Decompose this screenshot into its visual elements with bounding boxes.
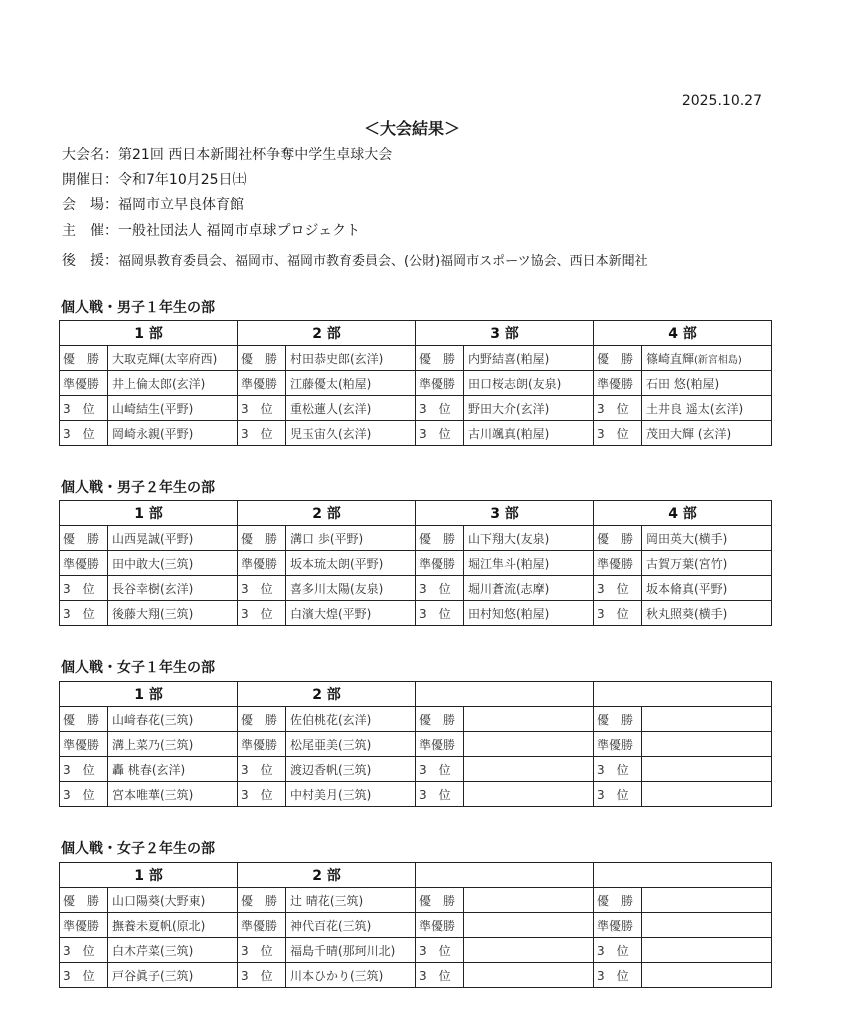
rank-label: 3 位 <box>60 938 108 963</box>
rank-label: 準優勝 <box>594 913 642 938</box>
table-row <box>60 732 772 757</box>
rank-label: 準優勝 <box>238 371 286 396</box>
table-row <box>60 782 772 807</box>
player-name: 土井良 遥太(玄洋) <box>642 396 772 421</box>
player-name: 田村知悠(粕屋) <box>464 601 594 626</box>
division-header-row <box>60 501 772 526</box>
player-name <box>464 913 594 938</box>
rank-label: 優 勝 <box>416 888 464 913</box>
rank-label: 3 位 <box>416 421 464 446</box>
table-row <box>60 913 772 938</box>
player-name: 古賀万葉(宮竹) <box>642 551 772 576</box>
rank-label: 優 勝 <box>238 526 286 551</box>
rank-label: 準優勝 <box>238 551 286 576</box>
rank-label: 3 位 <box>238 601 286 626</box>
info-label: 大会名： <box>62 147 118 163</box>
rank-label: 3 位 <box>238 782 286 807</box>
player-name: 岡田英大(横手) <box>642 526 772 551</box>
school-suffix: (新宮相島) <box>694 354 742 366</box>
info-sponsors <box>62 250 648 270</box>
rank-label: 優 勝 <box>594 707 642 732</box>
rank-label: 3 位 <box>60 576 108 601</box>
rank-label: 3 位 <box>416 601 464 626</box>
info-label: 会 場： <box>62 197 118 213</box>
rank-label: 3 位 <box>594 757 642 782</box>
player-name: 溝上菜乃(三筑) <box>108 732 238 757</box>
rank-label: 優 勝 <box>238 888 286 913</box>
division-header-row <box>60 321 772 346</box>
player-name: 福島千晴(那珂川北) <box>286 938 416 963</box>
table-row <box>60 757 772 782</box>
rank-label: 優 勝 <box>594 346 642 371</box>
rank-label: 3 位 <box>416 963 464 988</box>
table-row <box>60 346 772 371</box>
rank-label: 準優勝 <box>238 732 286 757</box>
table-row <box>60 396 772 421</box>
rank-label: 準優勝 <box>60 371 108 396</box>
player-name <box>642 782 772 807</box>
division-header <box>594 863 772 888</box>
rank-label: 3 位 <box>416 757 464 782</box>
section-title: 個人戦・男子２年生の部 <box>61 480 215 496</box>
player-name: 井上倫太郎(玄洋) <box>108 371 238 396</box>
player-name: 中村美月(三筑) <box>286 782 416 807</box>
results-table <box>59 320 772 446</box>
rank-label: 3 位 <box>60 601 108 626</box>
player-name: 山崎結生(平野) <box>108 396 238 421</box>
division-header <box>594 682 772 707</box>
player-name: 大取克輝(太宰府西) <box>108 346 238 371</box>
rank-label: 3 位 <box>594 396 642 421</box>
player-name: 戸谷眞子(三筑) <box>108 963 238 988</box>
table-row <box>60 938 772 963</box>
info-value: 福岡県教育委員会、福岡市、福岡市教育委員会、(公財)福岡市スポーツ協会、西日本新聞社 <box>118 254 648 269</box>
rank-label: 3 位 <box>60 757 108 782</box>
player-name: 村田恭史郎(玄洋) <box>286 346 416 371</box>
division-header-row <box>60 863 772 888</box>
player-name: 溝口 歩(平野) <box>286 526 416 551</box>
rank-label: 優 勝 <box>238 707 286 732</box>
player-name <box>464 757 594 782</box>
player-name: 白濱大煌(平野) <box>286 601 416 626</box>
player-name <box>642 732 772 757</box>
rank-label: 3 位 <box>594 576 642 601</box>
player-name: 宮本唯華(三筑) <box>108 782 238 807</box>
player-name <box>464 707 594 732</box>
player-name: 轟 桃春(玄洋) <box>108 757 238 782</box>
info-label: 主 催： <box>62 223 118 239</box>
rank-label: 3 位 <box>60 396 108 421</box>
player-name: 佐伯桃花(玄洋) <box>286 707 416 732</box>
player-name: 後藤大翔(三筑) <box>108 601 238 626</box>
info-organizer <box>62 220 360 240</box>
player-name: 篠崎直輝(新宮相島) <box>642 346 772 371</box>
player-name: 山口陽葵(大野東) <box>108 888 238 913</box>
player-name: 白木芹菜(三筑) <box>108 938 238 963</box>
player-name: 松尾亜美(三筑) <box>286 732 416 757</box>
rank-label: 3 位 <box>416 396 464 421</box>
player-name: 堀江隼斗(粕屋) <box>464 551 594 576</box>
player-name: 山﨑春花(三筑) <box>108 707 238 732</box>
rank-label: 3 位 <box>416 782 464 807</box>
division-header: 2 部 <box>238 501 416 526</box>
player-name: 撫養未夏帆(原北) <box>108 913 238 938</box>
rank-label: 3 位 <box>416 576 464 601</box>
table-row <box>60 963 772 988</box>
table-row <box>60 601 772 626</box>
rank-label: 優 勝 <box>594 526 642 551</box>
player-name: 坂本琉太朗(平野) <box>286 551 416 576</box>
document-date: 2025.10.27 <box>681 93 762 109</box>
player-name: 長谷幸樹(玄洋) <box>108 576 238 601</box>
rank-label: 3 位 <box>238 963 286 988</box>
rank-label: 準優勝 <box>416 913 464 938</box>
section-title: 個人戦・女子２年生の部 <box>61 841 215 857</box>
player-name: 山西晃誠(平野) <box>108 526 238 551</box>
table-row <box>60 421 772 446</box>
player-name <box>642 938 772 963</box>
player-name: 川本ひかり(三筑) <box>286 963 416 988</box>
rank-label: 優 勝 <box>416 707 464 732</box>
division-header: 1 部 <box>60 682 238 707</box>
info-tournament-name <box>62 144 392 164</box>
player-name: 秋丸照葵(横手) <box>642 601 772 626</box>
results-table <box>59 500 772 626</box>
player-name: 内野結喜(粕屋) <box>464 346 594 371</box>
rank-label: 優 勝 <box>238 346 286 371</box>
info-value: 福岡市立早良体育館 <box>118 197 244 213</box>
rank-label: 準優勝 <box>594 551 642 576</box>
player-name: 喜多川太陽(友泉) <box>286 576 416 601</box>
rank-label: 優 勝 <box>594 888 642 913</box>
player-name: 児玉宙久(玄洋) <box>286 421 416 446</box>
rank-label: 3 位 <box>238 396 286 421</box>
player-name <box>464 963 594 988</box>
player-name: 茂田大輝 (玄洋) <box>642 421 772 446</box>
rank-label: 準優勝 <box>416 551 464 576</box>
player-name: 岡崎永親(平野) <box>108 421 238 446</box>
info-date <box>62 169 247 189</box>
player-name <box>642 963 772 988</box>
table-row <box>60 371 772 396</box>
division-header: 4 部 <box>594 321 772 346</box>
player-name: 渡辺香帆(三筑) <box>286 757 416 782</box>
player-name: 重松蓮人(玄洋) <box>286 396 416 421</box>
rank-label: 優 勝 <box>416 526 464 551</box>
rank-label: 3 位 <box>238 421 286 446</box>
player-name: 江藤優太(粕屋) <box>286 371 416 396</box>
rank-label: 3 位 <box>594 963 642 988</box>
division-header: 2 部 <box>238 863 416 888</box>
player-name: 石田 悠(粕屋) <box>642 371 772 396</box>
rank-label: 準優勝 <box>60 551 108 576</box>
player-name: 坂本脩真(平野) <box>642 576 772 601</box>
rank-label: 3 位 <box>60 963 108 988</box>
player-name: 古川颯真(粕屋) <box>464 421 594 446</box>
player-name <box>464 732 594 757</box>
division-header: 3 部 <box>416 321 594 346</box>
rank-label: 3 位 <box>594 782 642 807</box>
section-title: 個人戦・女子１年生の部 <box>61 660 215 676</box>
table-row <box>60 551 772 576</box>
player-name <box>464 782 594 807</box>
info-venue <box>62 194 244 214</box>
rank-label: 3 位 <box>238 576 286 601</box>
rank-label: 優 勝 <box>60 526 108 551</box>
table-row <box>60 707 772 732</box>
player-name <box>464 888 594 913</box>
rank-label: 3 位 <box>60 421 108 446</box>
rank-label: 準優勝 <box>416 732 464 757</box>
player-name: 田口桜志朗(友泉) <box>464 371 594 396</box>
rank-label: 優 勝 <box>416 346 464 371</box>
division-header: 1 部 <box>60 321 238 346</box>
division-header: 2 部 <box>238 682 416 707</box>
rank-label: 優 勝 <box>60 707 108 732</box>
info-value: 第21回 西日本新聞社杯争奪中学生卓球大会 <box>118 147 393 163</box>
player-name: 野田大介(玄洋) <box>464 396 594 421</box>
player-name <box>642 707 772 732</box>
table-row <box>60 576 772 601</box>
info-value: 令和7年10月25日㈯ <box>118 172 247 188</box>
rank-label: 3 位 <box>416 938 464 963</box>
division-header: 1 部 <box>60 501 238 526</box>
player-name <box>642 888 772 913</box>
player-name <box>642 757 772 782</box>
info-label: 開催日： <box>62 172 118 188</box>
rank-label: 3 位 <box>238 938 286 963</box>
info-value: 一般社団法人 福岡市卓球プロジェクト <box>118 223 361 239</box>
division-header <box>416 682 594 707</box>
rank-label: 3 位 <box>60 782 108 807</box>
rank-label: 準優勝 <box>60 732 108 757</box>
rank-label: 準優勝 <box>238 913 286 938</box>
rank-label: 優 勝 <box>60 888 108 913</box>
player-name: 田中敢大(三筑) <box>108 551 238 576</box>
rank-label: 3 位 <box>594 938 642 963</box>
division-header: 1 部 <box>60 863 238 888</box>
player-name: 辻 晴花(三筑) <box>286 888 416 913</box>
rank-label: 準優勝 <box>594 732 642 757</box>
division-header: 3 部 <box>416 501 594 526</box>
player-name: 堀川蒼流(志摩) <box>464 576 594 601</box>
section-title: 個人戦・男子１年生の部 <box>61 300 215 316</box>
table-row <box>60 526 772 551</box>
table-row <box>60 888 772 913</box>
rank-label: 優 勝 <box>60 346 108 371</box>
rank-label: 準優勝 <box>416 371 464 396</box>
rank-label: 準優勝 <box>594 371 642 396</box>
division-header <box>416 863 594 888</box>
division-header: 4 部 <box>594 501 772 526</box>
rank-label: 3 位 <box>594 421 642 446</box>
rank-label: 3 位 <box>594 601 642 626</box>
rank-label: 準優勝 <box>60 913 108 938</box>
document-title: ＜大会結果＞ <box>363 119 460 138</box>
rank-label: 3 位 <box>238 757 286 782</box>
player-name: 山下翔大(友泉) <box>464 526 594 551</box>
results-table <box>59 681 772 807</box>
results-table <box>59 862 772 988</box>
player-name <box>464 938 594 963</box>
player-name <box>642 913 772 938</box>
player-name: 神代百花(三筑) <box>286 913 416 938</box>
division-header-row <box>60 682 772 707</box>
info-label: 後 援： <box>62 253 118 269</box>
division-header: 2 部 <box>238 321 416 346</box>
